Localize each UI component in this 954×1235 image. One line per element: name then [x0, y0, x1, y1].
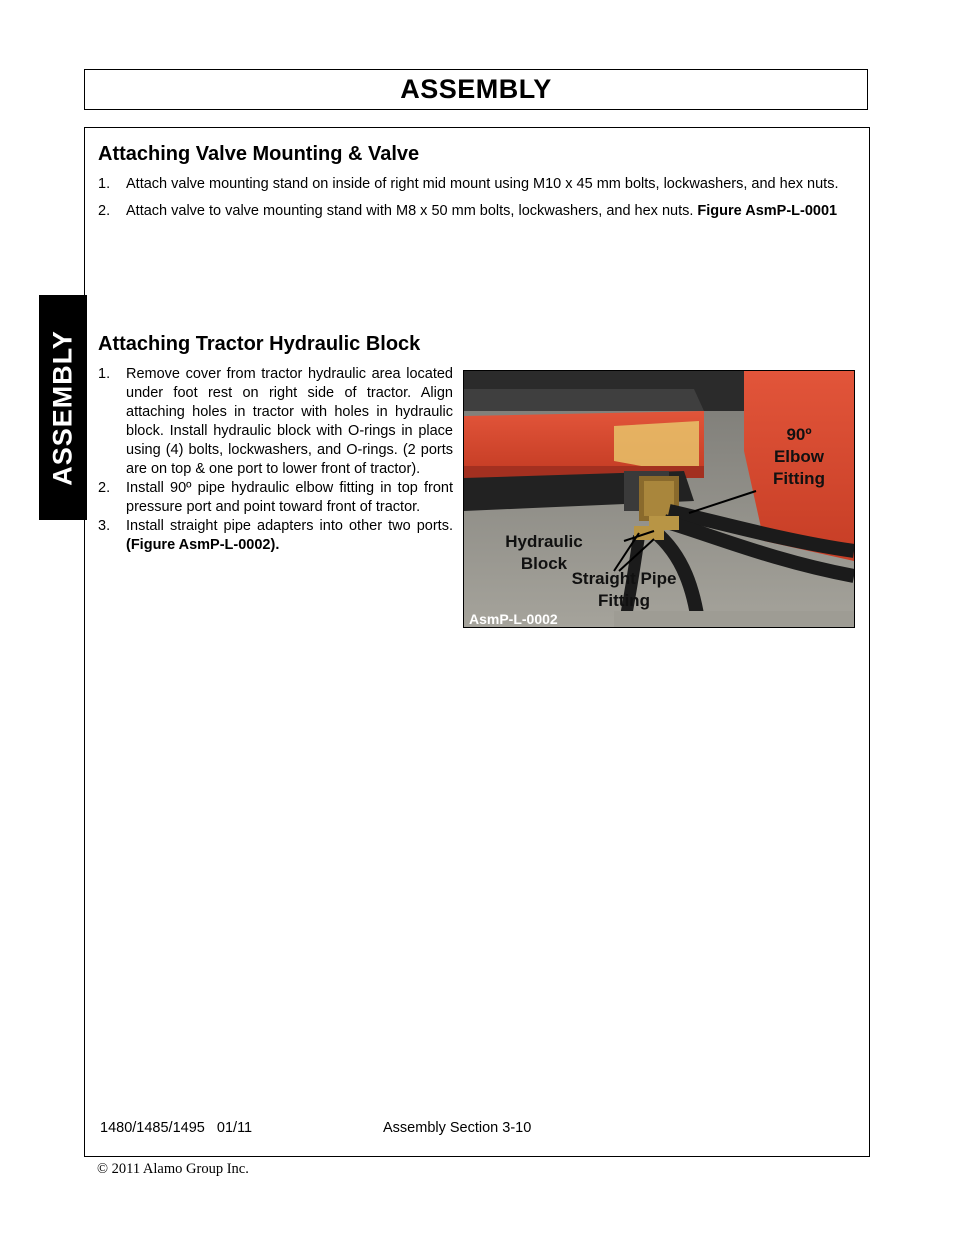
content-frame [84, 127, 870, 1157]
figure-reference: Figure AsmP-L-0001 [697, 203, 838, 219]
step-text: Attach valve mounting stand on inside of right mid mount using M10 x 45 mm bolts, lockwashers, and hex nuts. [126, 176, 839, 192]
step-number: 1. [98, 366, 111, 382]
figure-reference: (Figure AsmP-L-0002). [126, 537, 280, 553]
section-heading-valve: Attaching Valve Mounting & Valve [98, 143, 420, 165]
step-number: 3. [98, 518, 111, 534]
valve-steps-list [98, 175, 856, 221]
list-item [98, 479, 453, 517]
step-text: Install straight pipe adapters into other two ports. [126, 518, 453, 534]
straight-pipe-label [559, 568, 689, 612]
label-line: Hydraulic [505, 532, 583, 551]
figure-id: AsmP-L-0002 [469, 611, 558, 627]
step-number: 1. [98, 176, 111, 192]
footer-model: 1480/1485/1495 01/11 [100, 1120, 253, 1136]
step-text: Remove cover from tractor hydraulic area located under foot rest on right side of tractor. Align attaching holes in tractor with holes in hydraulic block. Install hydraulic block with O-rings in place using (4) bolts, lockwashers, and O-rings. (2 ports are on top & one port to lower front of tractor). [126, 366, 453, 477]
label-line: Fitting [773, 469, 825, 488]
list-item [98, 517, 453, 555]
list-item [98, 175, 856, 194]
label-line: Fitting [598, 591, 650, 610]
hydraulic-steps-list [98, 365, 453, 555]
elbow-fitting-label [764, 424, 834, 490]
hydraulic-block-photo [463, 370, 855, 628]
list-item [98, 365, 453, 479]
step-number: 2. [98, 203, 111, 219]
page-title: ASSEMBLY [400, 74, 552, 104]
header-box [84, 69, 868, 110]
step-text: Install 90º pipe hydraulic elbow fitting in top front pressure port and point toward front of tractor. [126, 480, 453, 515]
step-number: 2. [98, 480, 111, 496]
step-text: Attach valve to valve mounting stand with M8 x 50 mm bolts, lockwashers, and hex nuts. [126, 203, 694, 219]
label-line: 90º [786, 425, 812, 444]
copyright: © 2011 Alamo Group Inc. [97, 1161, 249, 1177]
side-section-tab [39, 295, 87, 520]
label-line: Straight Pipe [571, 569, 677, 588]
footer-section: Assembly Section 3-10 [383, 1120, 532, 1136]
label-line: Block [520, 554, 568, 573]
section-heading-hydraulic-block: Attaching Tractor Hydraulic Block [98, 333, 421, 355]
side-tab-label: ASSEMBLY [47, 329, 78, 486]
label-line: Elbow [773, 447, 825, 466]
list-item [98, 202, 856, 221]
